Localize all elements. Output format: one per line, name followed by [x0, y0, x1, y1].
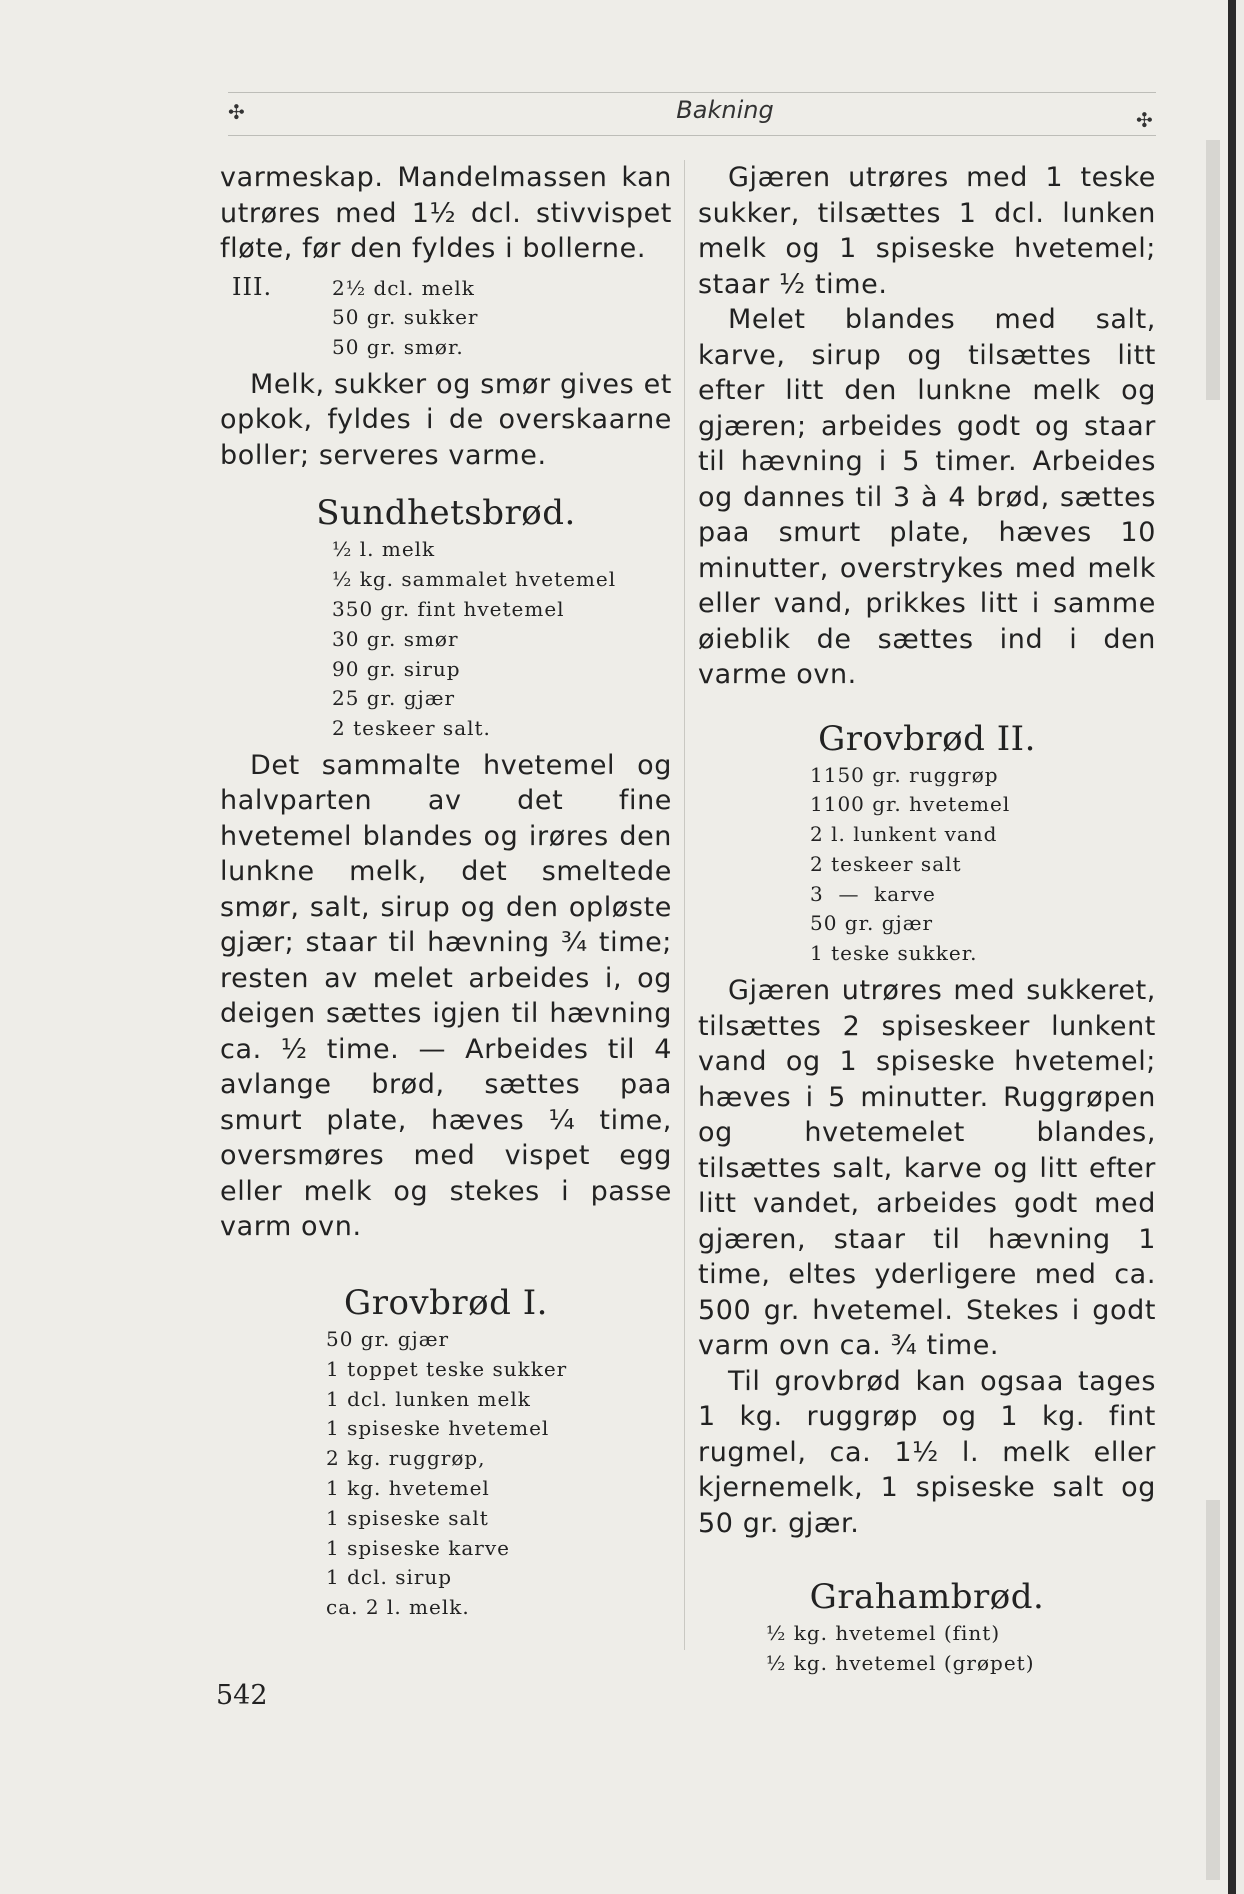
- section-heading-grahambrod: Grahambrød.: [809, 1577, 1045, 1618]
- section-heading-sundhetsbrod: Sundhetsbrød.: [316, 493, 576, 534]
- paragraph: Det sammalte hvetemel og halvparten av det fine hvetemel blandes og irøres den lunkne melk, det smeltede smør, salt, sirup og den opløste gjær; staar til hævning ¾ time; resten av melet arbeides i, og deigen sættes igjen til hævning ca. ½ time. — Arbeides til 4 avlange brød, sættes paa smurt plate, hæves ¼ time, oversmøres med vispet egg eller melk og stekes i passe varm ovn.: [220, 749, 672, 1243]
- list-item: ½ kg. hvetemel (fint): [766, 1621, 1001, 1646]
- running-header: Bakning: [676, 96, 774, 124]
- list-item: 25 gr. gjær: [332, 686, 456, 711]
- paragraph: Gjæren utrøres med sukkeret, tilsættes 2 spiseskeer lunkent vand og 1 spiseske hvetemel; hæves i 5 minutter. Ruggrøpen og hvetemelet blandes, tilsættes salt, karve og litt efter litt vandet, arbeides godt med gjæren, staar til hævning 1 time, eltes yderligere med ca. 500 gr. hvetemel. Stekes i godt varm ovn ca. ¾ time.: [698, 975, 1156, 1362]
- paragraph: varmeskap. Mandelmassen kan utrøres med 1½ dcl. stivvispet fløte, før den fyldes i bollerne.: [220, 162, 672, 264]
- list-item: 1 spiseske karve: [326, 1535, 510, 1560]
- page-edge-tab: [1206, 140, 1220, 400]
- list-item: ca. 2 l. melk.: [326, 1595, 470, 1620]
- ingredient-list-iii: [220, 273, 672, 363]
- list-item: ½ l. melk: [332, 537, 436, 562]
- list-item: 1100 gr. hvetemel: [810, 792, 1011, 817]
- list-item: 2 kg. ruggrøp,: [326, 1446, 486, 1471]
- list-item: 1 spiseske hvetemel: [326, 1416, 550, 1441]
- list-item: 50 gr. gjær: [326, 1326, 450, 1351]
- paragraph: Til grovbrød kan ogsaa tages 1 kg. ruggrøp og 1 kg. fint rugmel, ca. 1½ l. melk eller kjernemelk, 1 spiseske salt og 50 gr. gjær.: [698, 1365, 1156, 1539]
- list-item: 90 gr. sirup: [332, 656, 461, 681]
- list-item: 2 teskeer salt: [810, 851, 962, 876]
- list-label: III.: [232, 272, 273, 301]
- paragraph: Gjæren utrøres med 1 teske sukker, tilsættes 1 dcl. lunken melk og 1 spiseske hvetemel; staar ½ time.: [698, 162, 1156, 300]
- column-divider: [684, 160, 685, 1650]
- list-item: 50 gr. smør.: [332, 335, 464, 360]
- section-heading-grovbrod-ii: Grovbrød II.: [818, 718, 1036, 759]
- list-item: 1 dcl. lunken melk: [326, 1386, 531, 1411]
- list-item: 2 l. lunkent vand: [810, 822, 998, 847]
- paragraph: Melk, sukker og smør gives et opkok, fyldes i de overskaarne boller; serveres varme.: [220, 368, 672, 471]
- section-heading-grovbrod-i: Grovbrød I.: [344, 1282, 548, 1323]
- ingredient-list-grovbrod-ii: [698, 761, 1156, 970]
- list-item: ½ kg. hvetemel (grøpet): [766, 1650, 1035, 1675]
- list-item: 50 gr. gjær: [810, 911, 934, 936]
- right-column: [698, 160, 1156, 1683]
- header-rule-bottom: [228, 135, 1156, 136]
- list-item: 1 spiseske salt: [326, 1505, 489, 1530]
- list-item: ½ kg. sammalet hvetemel: [332, 567, 617, 592]
- list-item: III. 2½ dcl. melk: [232, 272, 475, 301]
- list-item: 1 kg. hvetemel: [326, 1475, 490, 1500]
- header-rule-top: [228, 92, 1156, 93]
- list-item: 1 toppet teske sukker: [326, 1356, 568, 1381]
- left-column: [220, 160, 672, 1627]
- list-item: 30 gr. smør: [332, 626, 459, 651]
- paragraph: Melet blandes med salt, karve, sirup og tilsættes litt efter litt den lunkne melk og gjæren; arbeides godt og staar til hævning i 5 timer. Arbeides og dannes til 3 à 4 brød, sættes paa smurt plate, hæves 10 minutter, overstrykes med melk eller vand, prikkes litt i samme øieblik de sættes ind i den varme ovn.: [698, 304, 1156, 690]
- header-ornament-right: ✣: [1136, 108, 1153, 132]
- list-item: 2 teskeer salt.: [332, 716, 491, 741]
- list-item: 3 — karve: [810, 881, 936, 906]
- list-item: 1150 gr. ruggrøp: [810, 762, 999, 787]
- ingredient-list-grahambrod: [698, 1619, 1156, 1679]
- list-item: 50 gr. sukker: [332, 305, 479, 330]
- header-ornament-left: ✣: [228, 100, 245, 124]
- page-number: 542: [216, 1680, 268, 1711]
- list-item: 1 dcl. sirup: [326, 1565, 453, 1590]
- ingredient-list-grovbrod-i: [220, 1325, 672, 1623]
- page-edge-tab: [1206, 1500, 1220, 1880]
- list-item: 1 teske sukker.: [810, 941, 978, 966]
- ingredient-list-sundhetsbrod: [220, 535, 672, 744]
- list-item: 350 gr. fint hvetemel: [332, 596, 565, 621]
